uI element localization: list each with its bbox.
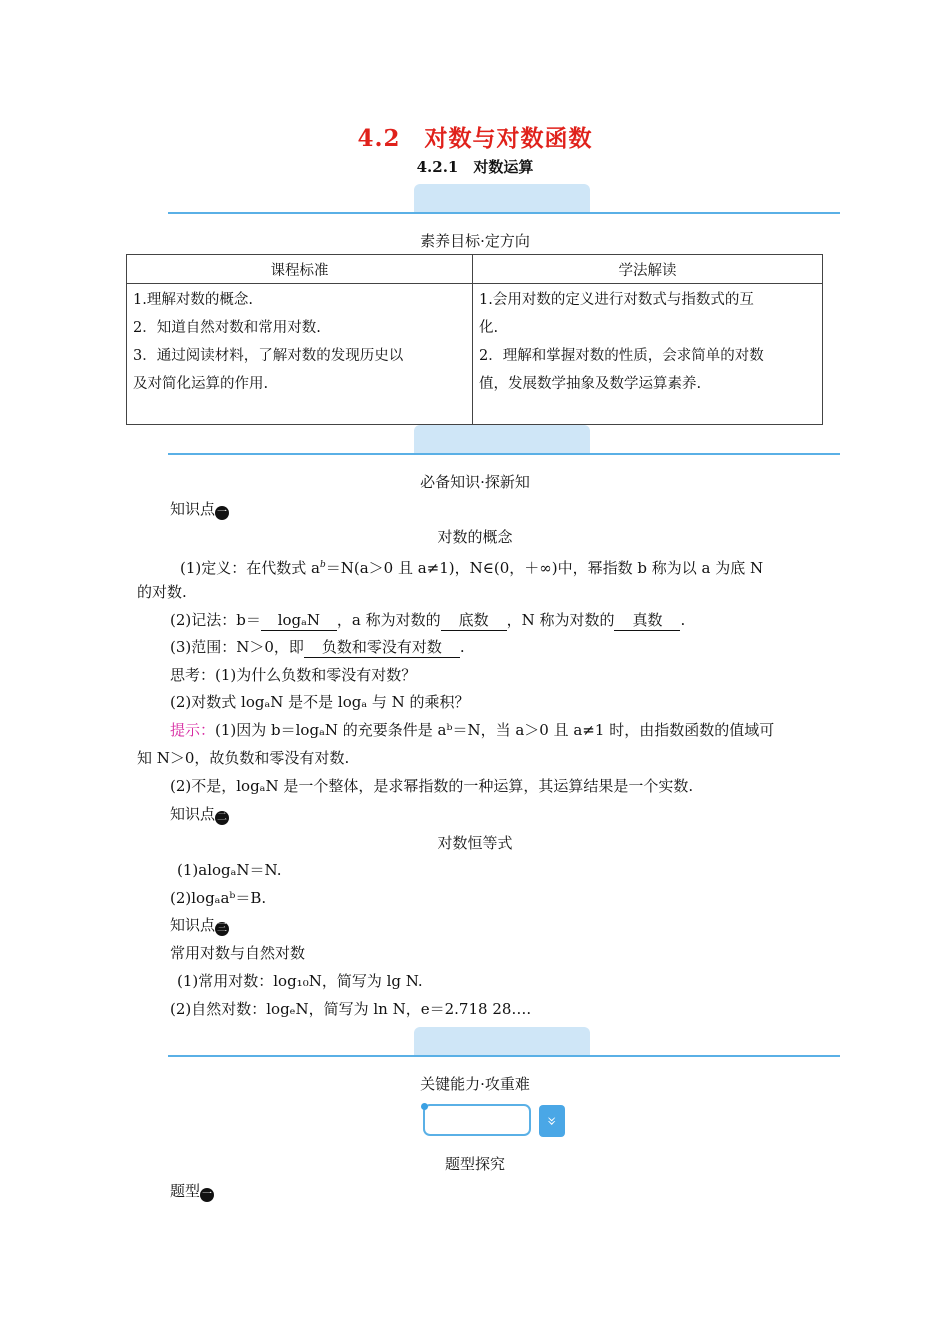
method-cell: [473, 284, 823, 425]
number-badge: 二: [217, 812, 228, 823]
kp1-title: 对数的概念: [437, 528, 513, 546]
kp2-title: 对数恒等式: [437, 834, 513, 852]
explore-title: 题型探究: [444, 1155, 505, 1173]
chevron-glyph: »: [543, 1116, 562, 1126]
range-text: (3)范围：N＞0，即: [170, 638, 304, 656]
standards-line: 及对简化运算的作用.: [133, 376, 269, 392]
kp3-title: 常用对数与自然对数: [170, 944, 306, 962]
kp-label: 知识点: [170, 500, 216, 518]
chevron-down-icon: [539, 1105, 565, 1137]
number-badge: 一: [202, 1189, 213, 1200]
number-badge: 三: [217, 923, 228, 934]
hint-line-1-cont: 知 N＞0，故负数和零没有对数.: [137, 749, 350, 767]
blank-answer: 负数和零没有对数: [304, 637, 460, 658]
section-title-goals: 素养目标·定方向: [420, 232, 530, 250]
explore-pill-frame: [423, 1104, 531, 1136]
section-title-knowledge: 必备知识·探新知: [420, 473, 530, 491]
banner-tab: [414, 1027, 590, 1055]
kp-label: 知识点: [170, 805, 216, 823]
identity-1: (1)alogₐN＝N.: [177, 861, 282, 879]
definition-text: (1)定义：在代数式 a: [180, 559, 320, 577]
pill-dot-icon: [421, 1103, 428, 1110]
range-line: [170, 637, 465, 658]
blank-answer: logₐN: [261, 610, 337, 631]
hint-text: (1)因为 b＝logₐN 的充要条件是 aᵇ＝N，当 a＞0 且 a≠1 时，由指数函数的值域可: [215, 721, 775, 739]
notation-text: .: [680, 611, 686, 629]
question-type-1: [170, 1181, 214, 1202]
hint-line-2: (2)不是，logₐN 是一个整体，是求幂指数的一种运算，其运算结果是一个实数.: [170, 777, 694, 795]
range-text: .: [459, 638, 465, 656]
blank-answer: 真数: [614, 610, 680, 631]
method-line: 值，发展数学抽象及数学运算素养.: [479, 376, 702, 392]
standards-line: 3．通过阅读材料，了解对数的发现历史以: [133, 348, 404, 364]
hint-label: 提示：: [170, 721, 216, 739]
banner-line: [168, 212, 840, 214]
definition-text: ＝N(a＞0 且 a≠1)，N∈(0，＋∞)中，幂指数 b 称为以 a 为底 N: [325, 559, 764, 577]
notation-text: ，N 称为对数的: [506, 611, 615, 629]
common-log-line: (1)常用对数：log₁₀N，简写为 lg N.: [177, 972, 423, 990]
notation-text: ，a 称为对数的: [336, 611, 441, 629]
section-title-ability: 关键能力·攻重难: [420, 1075, 530, 1093]
natural-log-line: (2)自然对数：logₑN，简写为 ln N，e＝2.718 28….: [170, 1000, 532, 1018]
banner-line: [168, 1055, 840, 1057]
knowledge-point-1: [170, 499, 229, 520]
notation-line: [170, 610, 685, 631]
think-question-2: (2)对数式 logₐN 是不是 logₐ 与 N 的乘积？: [170, 693, 470, 711]
standards-table: [126, 254, 823, 425]
col-header-method: 学法解读: [473, 255, 823, 284]
type-label: 题型: [170, 1182, 201, 1200]
definition-line-2: 的对数.: [137, 583, 187, 601]
exponent: b: [319, 560, 326, 570]
think-question-1: 思考：(1)为什么负数和零没有对数？: [170, 666, 417, 684]
number-badge: 一: [217, 507, 228, 518]
method-line: 化.: [479, 320, 499, 336]
page-subtitle: 4.2.1 对数运算: [416, 158, 534, 176]
section-banner-1: [168, 184, 840, 216]
banner-tab: [414, 425, 590, 453]
standards-cell: [127, 284, 473, 425]
section-banner-2: [168, 425, 840, 457]
blank-answer: 底数: [441, 610, 507, 631]
standards-line: 1.理解对数的概念.: [133, 292, 253, 308]
standards-line: 2．知道自然对数和常用对数.: [133, 320, 321, 336]
banner-tab: [414, 184, 590, 212]
hint-line-1: [170, 720, 774, 740]
kp-label: 知识点: [170, 916, 216, 934]
page-title: 4.2 对数与对数函数: [357, 125, 593, 152]
col-header-standards: 课程标准: [127, 255, 473, 284]
identity-2: (2)logₐaᵇ＝B.: [170, 889, 267, 907]
notation-text: (2)记法：b＝: [170, 611, 261, 629]
method-line: 2．理解和掌握对数的性质，会求简单的对数: [479, 348, 764, 364]
knowledge-point-2: [170, 804, 229, 825]
knowledge-point-3: [170, 915, 229, 936]
method-line: 1.会用对数的定义进行对数式与指数式的互: [479, 292, 754, 308]
section-banner-3: [168, 1027, 840, 1059]
banner-line: [168, 453, 840, 455]
definition-line: [180, 555, 763, 578]
